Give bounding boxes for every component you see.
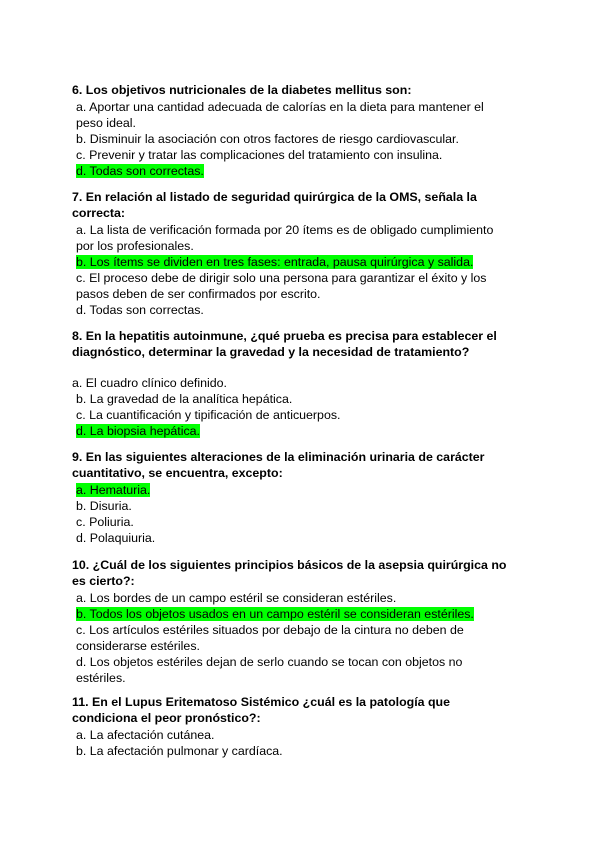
correct-answer-highlight: b. Todos los objetos usados en un campo estéril se consideran estériles.: [76, 607, 474, 621]
correct-answer-highlight: d. La biopsia hepática.: [76, 424, 200, 438]
option-b: b. Disuria.: [76, 499, 132, 513]
correct-answer-highlight: b. Los ítems se dividen en tres fases: entrada, pausa quirúrgica y salida.: [76, 255, 474, 269]
option-d: d. Todas son correctas.: [76, 303, 204, 317]
question-8: [72, 328, 512, 439]
option-a: a. La afectación cutánea.: [76, 728, 215, 742]
option-d-correct: [72, 423, 512, 439]
question-6: [72, 82, 512, 179]
option-b: b. La afectación pulmonar y cardíaca.: [76, 744, 283, 758]
option-d-correct: [72, 163, 512, 179]
option-c: c. La cuantificación y tipificación de anticuerpos.: [76, 408, 341, 422]
question-9: [72, 449, 512, 546]
correct-answer-highlight: a. Hematuria.: [76, 483, 151, 497]
question-title: 8. En la hepatitis autoinmune, ¿qué prueba es precisa para establecer el diagnóstico, determinar la gravedad y la necesidad de tratamiento?: [72, 329, 497, 359]
question-title: 7. En relación al listado de seguridad quirúrgica de la OMS, señala la correcta:: [72, 190, 477, 220]
option-c: c. Los artículos estériles situados por debajo de la cintura no deben de considerarse estériles.: [76, 623, 464, 653]
option-b: b. La gravedad de la analítica hepática.: [76, 392, 293, 406]
option-b-correct: [72, 606, 512, 622]
option-a: a. Los bordes de un campo estéril se consideran estériles.: [76, 591, 397, 605]
option-c: c. Prevenir y tratar las complicaciones del tratamiento con insulina.: [76, 148, 443, 162]
question-title: 10. ¿Cuál de los siguientes principios básicos de la asepsia quirúrgica no es cierto?:: [72, 558, 507, 588]
correct-answer-highlight: d. Todas son correctas.: [76, 164, 204, 178]
question-7: [72, 189, 512, 318]
question-title: 11. En el Lupus Eritematoso Sistémico ¿cuál es la patología que condiciona el peor pronóstico?:: [72, 695, 451, 725]
option-a: a. La lista de verificación formada por 20 ítems es de obligado cumplimiento por los profesionales.: [76, 223, 494, 253]
question-10: [72, 557, 512, 686]
option-b-correct: [72, 254, 512, 270]
option-b: b. Disminuir la asociación con otros factores de riesgo cardiovascular.: [76, 132, 459, 146]
spacer: [72, 361, 512, 375]
question-title: 9. En las siguientes alteraciones de la eliminación urinaria de carácter cuantitativo, se encuentra, excepto:: [72, 450, 485, 480]
question-11: [72, 694, 512, 759]
question-title: 6. Los objetivos nutricionales de la diabetes mellitus son:: [72, 83, 412, 97]
option-a-correct: [72, 482, 512, 498]
option-a: a. Aportar una cantidad adecuada de calorías en la dieta para mantener el peso ideal.: [76, 100, 484, 130]
option-c: c. El proceso debe de dirigir solo una persona para garantizar el éxito y los pasos deben de ser confirmados por escrito.: [76, 271, 487, 301]
option-a: a. El cuadro clínico definido.: [72, 376, 227, 390]
option-d: d. Los objetos estériles dejan de serlo cuando se tocan con objetos no estériles.: [76, 655, 463, 685]
option-c: c. Poliuria.: [76, 515, 134, 529]
option-d: d. Polaquiuria.: [76, 531, 156, 545]
